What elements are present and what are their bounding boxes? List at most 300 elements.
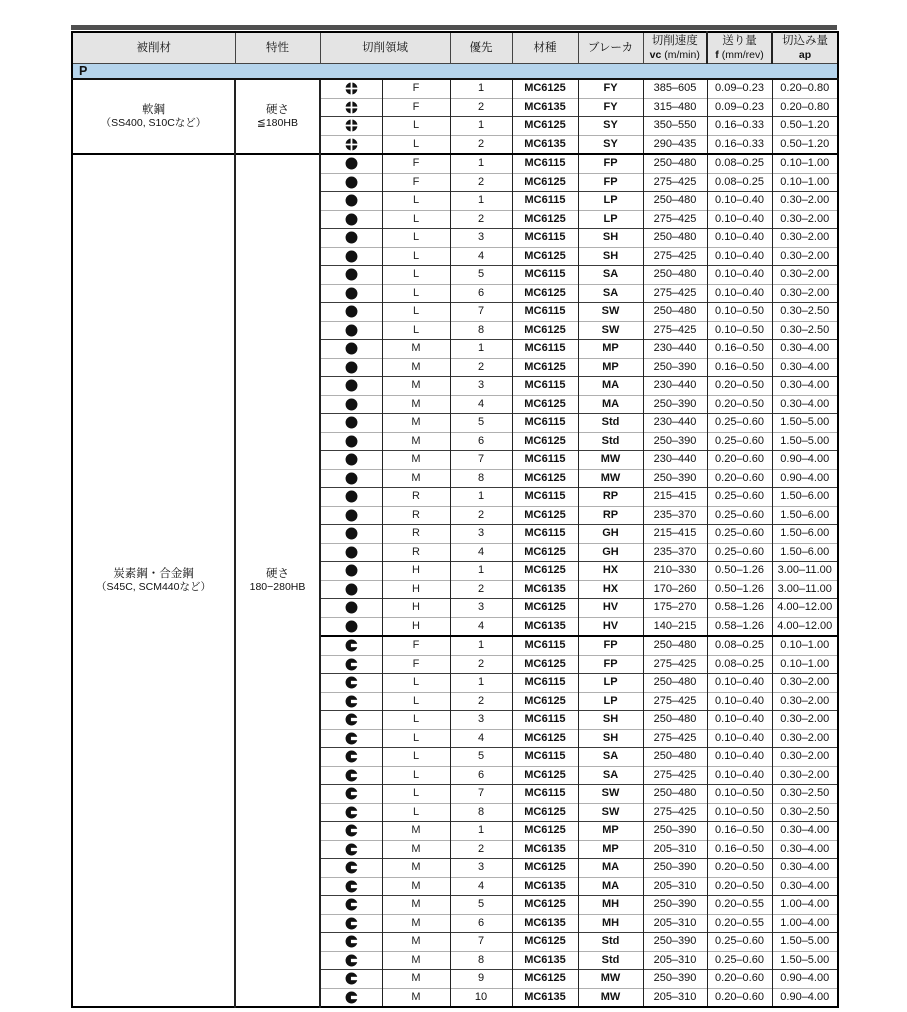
- cutting-region-letter-cell: L: [382, 803, 450, 822]
- cutting-region-letter-cell: M: [382, 451, 450, 470]
- solid-circle-icon: [345, 490, 358, 503]
- feed-cell: 0.10–0.40: [707, 729, 772, 748]
- depth-of-cut-cell: 0.30–2.00: [772, 674, 838, 693]
- depth-of-cut-cell: 0.30–4.00: [772, 877, 838, 896]
- depth-of-cut-cell: 0.30–2.00: [772, 229, 838, 248]
- grade-cell: MC6125: [512, 655, 578, 674]
- solid-circle-icon: [345, 509, 358, 522]
- depth-of-cut-cell: 1.50–6.00: [772, 488, 838, 507]
- breaker-cell: FP: [578, 636, 643, 655]
- breaker-cell: MW: [578, 970, 643, 989]
- cutting-speed-cell: 275–425: [643, 321, 707, 340]
- solid-circle-icon: [345, 546, 358, 559]
- breaker-cell: Std: [578, 933, 643, 952]
- cutting-region-icon-cell: [320, 488, 382, 507]
- grade-cell: MC6115: [512, 154, 578, 173]
- cutting-region-icon-cell: [320, 859, 382, 878]
- feed-cell: 0.16–0.50: [707, 822, 772, 841]
- depth-of-cut-cell: 0.30–4.00: [772, 377, 838, 396]
- feed-cell: 0.25–0.60: [707, 414, 772, 433]
- priority-cell: 2: [450, 692, 512, 711]
- notched-circle-icon: [345, 713, 358, 726]
- breaker-cell: MW: [578, 469, 643, 488]
- feed-cell: 0.10–0.50: [707, 303, 772, 322]
- feed-cell: 0.16–0.50: [707, 840, 772, 859]
- cutting-region-icon-cell: [320, 562, 382, 581]
- cutting-region-icon-cell: [320, 840, 382, 859]
- solid-circle-icon: [345, 250, 358, 263]
- priority-cell: 4: [450, 543, 512, 562]
- cutting-region-icon-cell: [320, 117, 382, 136]
- grade-cell: MC6135: [512, 135, 578, 154]
- priority-cell: 8: [450, 469, 512, 488]
- grade-cell: MC6125: [512, 822, 578, 841]
- grade-cell: MC6115: [512, 229, 578, 248]
- cutting-region-letter-cell: M: [382, 970, 450, 989]
- cutting-speed-cell: 275–425: [643, 284, 707, 303]
- cutting-region-icon-cell: [320, 729, 382, 748]
- depth-of-cut-cell: 0.90–4.00: [772, 970, 838, 989]
- feed-cell: 0.16–0.33: [707, 117, 772, 136]
- breaker-cell: MW: [578, 988, 643, 1007]
- feed-cell: 0.20–0.60: [707, 469, 772, 488]
- grade-cell: MC6125: [512, 432, 578, 451]
- cutting-speed-cell: 250–390: [643, 896, 707, 915]
- breaker-cell: HV: [578, 617, 643, 636]
- cutting-speed-cell: 250–390: [643, 432, 707, 451]
- grade-cell: MC6115: [512, 488, 578, 507]
- priority-cell: 3: [450, 859, 512, 878]
- cutting-speed-cell: 275–425: [643, 766, 707, 785]
- grade-cell: MC6125: [512, 933, 578, 952]
- breaker-cell: FY: [578, 98, 643, 117]
- breaker-cell: HX: [578, 580, 643, 599]
- grade-cell: MC6115: [512, 525, 578, 544]
- grade-cell: MC6125: [512, 506, 578, 525]
- grade-cell: MC6125: [512, 543, 578, 562]
- cutting-region-letter-cell: F: [382, 154, 450, 173]
- cutting-region-letter-cell: L: [382, 192, 450, 211]
- feed-cell: 0.08–0.25: [707, 636, 772, 655]
- breaker-cell: FP: [578, 173, 643, 192]
- priority-cell: 2: [450, 840, 512, 859]
- feed-cell: 0.10–0.50: [707, 785, 772, 804]
- cutting-region-letter-cell: L: [382, 303, 450, 322]
- cutting-region-letter-cell: L: [382, 766, 450, 785]
- notched-circle-icon: [345, 954, 358, 967]
- cutting-region-icon-cell: [320, 192, 382, 211]
- cutting-speed-cell: 275–425: [643, 247, 707, 266]
- feed-cell: 0.10–0.40: [707, 748, 772, 767]
- depth-of-cut-cell: 4.00–12.00: [772, 617, 838, 636]
- breaker-cell: MH: [578, 914, 643, 933]
- cutting-speed-unit: vc (m/min): [649, 48, 700, 61]
- cutting-region-icon-cell: [320, 451, 382, 470]
- work-material-cell: 炭素鋼・合金鋼 （S45C, SCM440など）: [72, 154, 235, 1007]
- cutting-region-icon-cell: [320, 580, 382, 599]
- depth-of-cut-cell: 1.00–4.00: [772, 914, 838, 933]
- cutting-speed-cell: 385–605: [643, 79, 707, 98]
- depth-of-cut-cell: 0.20–0.80: [772, 98, 838, 117]
- cutting-region-letter-cell: M: [382, 395, 450, 414]
- cutting-region-letter-cell: L: [382, 711, 450, 730]
- priority-cell: 8: [450, 321, 512, 340]
- cutting-region-icon-cell: [320, 377, 382, 396]
- cutting-speed-cell: 235–370: [643, 506, 707, 525]
- cutting-speed-cell: 315–480: [643, 98, 707, 117]
- solid-circle-icon: [345, 176, 358, 189]
- priority-cell: 1: [450, 192, 512, 211]
- cutting-region-letter-cell: M: [382, 914, 450, 933]
- grade-cell: MC6115: [512, 414, 578, 433]
- breaker-cell: SW: [578, 803, 643, 822]
- cutting-region-icon-cell: [320, 803, 382, 822]
- cutting-speed-cell: 230–440: [643, 377, 707, 396]
- priority-cell: 1: [450, 117, 512, 136]
- breaker-cell: HV: [578, 599, 643, 618]
- depth-of-cut-cell: 1.50–5.00: [772, 414, 838, 433]
- depth-of-cut-cell: 0.50–1.20: [772, 117, 838, 136]
- cutting-region-icon-cell: [320, 173, 382, 192]
- cutting-speed-cell: 215–415: [643, 488, 707, 507]
- depth-of-cut-cell: 0.30–2.00: [772, 192, 838, 211]
- cutting-region-letter-cell: L: [382, 229, 450, 248]
- cutting-region-icon-cell: [320, 210, 382, 229]
- grade-cell: MC6135: [512, 988, 578, 1007]
- priority-cell: 2: [450, 655, 512, 674]
- depth-of-cut-cell: 0.30–2.00: [772, 692, 838, 711]
- cutting-region-letter-cell: F: [382, 98, 450, 117]
- priority-cell: 4: [450, 395, 512, 414]
- cutting-region-icon-cell: [320, 748, 382, 767]
- breaker-cell: Std: [578, 414, 643, 433]
- grade-cell: MC6125: [512, 117, 578, 136]
- breaker-cell: MP: [578, 822, 643, 841]
- cutting-speed-label: 切削速度: [651, 35, 698, 48]
- feed-cell: 0.20–0.50: [707, 859, 772, 878]
- depth-of-cut-cell: 0.30–2.50: [772, 321, 838, 340]
- table-body: [72, 79, 838, 1007]
- feed-cell: 0.08–0.25: [707, 173, 772, 192]
- depth-of-cut-cell: 0.30–2.00: [772, 210, 838, 229]
- grade-cell: MC6125: [512, 803, 578, 822]
- cutting-speed-cell: 230–440: [643, 340, 707, 359]
- grade-cell: MC6125: [512, 469, 578, 488]
- notched-circle-icon: [345, 972, 358, 985]
- cutting-region-icon-cell: [320, 674, 382, 693]
- priority-cell: 4: [450, 877, 512, 896]
- feed-cell: 0.10–0.40: [707, 229, 772, 248]
- notched-circle-icon: [345, 917, 358, 930]
- depth-of-cut-cell: 0.30–2.00: [772, 247, 838, 266]
- priority-cell: 6: [450, 914, 512, 933]
- priority-cell: 1: [450, 340, 512, 359]
- depth-of-cut-cell: 0.10–1.00: [772, 655, 838, 674]
- col-header-property: 特性: [235, 32, 320, 64]
- feed-cell: 0.10–0.40: [707, 711, 772, 730]
- iso-p-band-row: [72, 64, 838, 80]
- priority-cell: 2: [450, 580, 512, 599]
- breaker-cell: SW: [578, 303, 643, 322]
- grade-cell: MC6115: [512, 674, 578, 693]
- grade-cell: MC6125: [512, 79, 578, 98]
- grade-cell: MC6125: [512, 692, 578, 711]
- depth-of-cut-cell: 1.50–5.00: [772, 951, 838, 970]
- grade-cell: MC6135: [512, 98, 578, 117]
- cutting-region-icon-cell: [320, 692, 382, 711]
- depth-of-cut-cell: 0.30–2.00: [772, 748, 838, 767]
- priority-cell: 3: [450, 599, 512, 618]
- priority-cell: 7: [450, 785, 512, 804]
- cutting-region-icon-cell: [320, 432, 382, 451]
- cutting-speed-cell: 205–310: [643, 914, 707, 933]
- cutting-region-icon-cell: [320, 766, 382, 785]
- grade-cell: MC6115: [512, 266, 578, 285]
- solid-circle-icon: [345, 287, 358, 300]
- notched-circle-icon: [345, 806, 358, 819]
- cutting-region-icon-cell: [320, 284, 382, 303]
- breaker-cell: LP: [578, 692, 643, 711]
- cutting-speed-cell: 350–550: [643, 117, 707, 136]
- cutting-speed-cell: 230–440: [643, 414, 707, 433]
- grade-cell: MC6135: [512, 840, 578, 859]
- solid-circle-icon: [345, 342, 358, 355]
- cutting-speed-cell: 250–390: [643, 970, 707, 989]
- cutting-speed-cell: 250–480: [643, 748, 707, 767]
- priority-cell: 2: [450, 506, 512, 525]
- depth-of-cut-cell: 0.30–4.00: [772, 395, 838, 414]
- cutting-conditions-table: [71, 31, 839, 1008]
- feed-cell: 0.58–1.26: [707, 617, 772, 636]
- cutting-speed-cell: 250–390: [643, 822, 707, 841]
- grade-cell: MC6125: [512, 562, 578, 581]
- grade-cell: MC6125: [512, 599, 578, 618]
- cutting-region-icon-cell: [320, 636, 382, 655]
- feed-cell: 0.10–0.50: [707, 321, 772, 340]
- solid-circle-icon: [345, 305, 358, 318]
- feed-cell: 0.09–0.23: [707, 79, 772, 98]
- grade-cell: MC6125: [512, 284, 578, 303]
- cutting-region-letter-cell: M: [382, 896, 450, 915]
- feed-cell: 0.25–0.60: [707, 506, 772, 525]
- priority-cell: 2: [450, 358, 512, 377]
- grade-cell: MC6115: [512, 340, 578, 359]
- depth-of-cut-cell: 3.00–11.00: [772, 562, 838, 581]
- feed-cell: 0.10–0.40: [707, 266, 772, 285]
- depth-of-cut-cell: 0.90–4.00: [772, 988, 838, 1007]
- grade-cell: MC6125: [512, 321, 578, 340]
- priority-cell: 2: [450, 135, 512, 154]
- cutting-region-letter-cell: F: [382, 636, 450, 655]
- depth-of-cut-cell: 0.30–2.00: [772, 711, 838, 730]
- work-material-cell: 軟鋼 （SS400, S10Cなど）: [72, 79, 235, 154]
- cutting-region-icon-cell: [320, 79, 382, 98]
- priority-cell: 9: [450, 970, 512, 989]
- cutting-region-letter-cell: R: [382, 506, 450, 525]
- depth-of-cut-cell: 0.30–2.50: [772, 785, 838, 804]
- depth-of-cut-cell: 0.30–4.00: [772, 340, 838, 359]
- depth-of-cut-unit: ap: [798, 48, 812, 61]
- feed-cell: 0.10–0.50: [707, 803, 772, 822]
- feed-cell: 0.20–0.55: [707, 914, 772, 933]
- priority-cell: 1: [450, 79, 512, 98]
- cutting-speed-cell: 175–270: [643, 599, 707, 618]
- cutting-region-icon-cell: [320, 970, 382, 989]
- priority-cell: 3: [450, 711, 512, 730]
- feed-cell: 0.25–0.60: [707, 951, 772, 970]
- feed-cell: 0.10–0.40: [707, 692, 772, 711]
- cutting-region-icon-cell: [320, 229, 382, 248]
- priority-cell: 10: [450, 988, 512, 1007]
- cutting-region-letter-cell: M: [382, 358, 450, 377]
- cutting-region-icon-cell: [320, 303, 382, 322]
- cutting-region-icon-cell: [320, 896, 382, 915]
- solid-circle-icon: [345, 620, 358, 633]
- breaker-cell: SH: [578, 711, 643, 730]
- feed-cell: 0.50–1.26: [707, 562, 772, 581]
- priority-cell: 1: [450, 488, 512, 507]
- cutting-speed-cell: 250–480: [643, 636, 707, 655]
- cutting-region-letter-cell: L: [382, 117, 450, 136]
- depth-of-cut-cell: 1.50–5.00: [772, 933, 838, 952]
- cutting-speed-cell: 250–480: [643, 192, 707, 211]
- cutting-speed-cell: 230–440: [643, 451, 707, 470]
- priority-cell: 3: [450, 525, 512, 544]
- cutting-region-icon-cell: [320, 135, 382, 154]
- cutting-region-icon-cell: [320, 340, 382, 359]
- cutting-speed-cell: 205–310: [643, 951, 707, 970]
- cutting-region-icon-cell: [320, 469, 382, 488]
- breaker-cell: MP: [578, 358, 643, 377]
- iso-p-band-label: P: [72, 64, 838, 80]
- priority-cell: 6: [450, 284, 512, 303]
- cutting-region-letter-cell: F: [382, 173, 450, 192]
- grade-cell: MC6135: [512, 580, 578, 599]
- cutting-speed-cell: 250–480: [643, 303, 707, 322]
- cutting-speed-cell: 215–415: [643, 525, 707, 544]
- breaker-cell: SA: [578, 748, 643, 767]
- cutting-region-icon-cell: [320, 822, 382, 841]
- cutting-region-letter-cell: L: [382, 284, 450, 303]
- feed-cell: 0.16–0.50: [707, 358, 772, 377]
- notched-circle-icon: [345, 880, 358, 893]
- cutting-region-icon-cell: [320, 877, 382, 896]
- feed-cell: 0.20–0.55: [707, 896, 772, 915]
- solid-circle-icon: [345, 194, 358, 207]
- cutting-speed-cell: 205–310: [643, 877, 707, 896]
- priority-cell: 4: [450, 247, 512, 266]
- cutting-speed-cell: 275–425: [643, 655, 707, 674]
- breaker-cell: SH: [578, 247, 643, 266]
- cutting-region-letter-cell: H: [382, 599, 450, 618]
- priority-cell: 1: [450, 674, 512, 693]
- breaker-cell: GH: [578, 543, 643, 562]
- cutting-region-letter-cell: L: [382, 674, 450, 693]
- quad-segmented-circle-icon: [345, 138, 358, 151]
- depth-of-cut-cell: 0.30–2.50: [772, 303, 838, 322]
- depth-of-cut-cell: 4.00–12.00: [772, 599, 838, 618]
- cutting-region-letter-cell: H: [382, 617, 450, 636]
- cutting-speed-cell: 140–215: [643, 617, 707, 636]
- grade-cell: MC6115: [512, 711, 578, 730]
- cutting-speed-cell: 205–310: [643, 840, 707, 859]
- cutting-speed-cell: 290–435: [643, 135, 707, 154]
- solid-circle-icon: [345, 398, 358, 411]
- cutting-region-letter-cell: L: [382, 692, 450, 711]
- grade-cell: MC6115: [512, 303, 578, 322]
- quad-segmented-circle-icon: [345, 119, 358, 132]
- breaker-cell: SA: [578, 266, 643, 285]
- priority-cell: 5: [450, 266, 512, 285]
- col-header-breaker: ブレーカ: [578, 32, 643, 64]
- breaker-cell: HX: [578, 562, 643, 581]
- depth-of-cut-cell: 1.50–6.00: [772, 506, 838, 525]
- cutting-region-letter-cell: M: [382, 877, 450, 896]
- solid-circle-icon: [345, 601, 358, 614]
- col-header-feed: [707, 32, 772, 64]
- cutting-region-icon-cell: [320, 711, 382, 730]
- breaker-cell: SY: [578, 135, 643, 154]
- grade-cell: MC6125: [512, 859, 578, 878]
- cutting-speed-cell: 250–390: [643, 859, 707, 878]
- cutting-region-icon-cell: [320, 951, 382, 970]
- grade-cell: MC6135: [512, 617, 578, 636]
- feed-unit: f (mm/rev): [715, 48, 764, 61]
- grade-cell: MC6125: [512, 896, 578, 915]
- cutting-region-letter-cell: M: [382, 933, 450, 952]
- breaker-cell: MW: [578, 451, 643, 470]
- breaker-cell: LP: [578, 210, 643, 229]
- depth-of-cut-cell: 0.30–2.00: [772, 284, 838, 303]
- feed-cell: 0.20–0.60: [707, 970, 772, 989]
- notched-circle-icon: [345, 843, 358, 856]
- breaker-cell: Std: [578, 951, 643, 970]
- cutting-speed-cell: 250–480: [643, 674, 707, 693]
- cutting-region-icon-cell: [320, 914, 382, 933]
- cutting-region-letter-cell: L: [382, 247, 450, 266]
- solid-circle-icon: [345, 453, 358, 466]
- cutting-speed-cell: 250–480: [643, 154, 707, 173]
- feed-cell: 0.08–0.25: [707, 154, 772, 173]
- priority-cell: 2: [450, 98, 512, 117]
- cutting-region-icon-cell: [320, 933, 382, 952]
- depth-of-cut-cell: 0.30–2.00: [772, 729, 838, 748]
- col-header-work-material: 被削材: [72, 32, 235, 64]
- depth-of-cut-cell: 0.20–0.80: [772, 79, 838, 98]
- breaker-cell: GH: [578, 525, 643, 544]
- quad-segmented-circle-icon: [345, 101, 358, 114]
- breaker-cell: Std: [578, 432, 643, 451]
- cutting-speed-cell: 250–480: [643, 785, 707, 804]
- quad-segmented-circle-icon: [345, 82, 358, 95]
- cutting-region-icon-cell: [320, 98, 382, 117]
- solid-circle-icon: [345, 231, 358, 244]
- breaker-cell: MA: [578, 395, 643, 414]
- priority-cell: 6: [450, 432, 512, 451]
- cutting-speed-cell: 205–310: [643, 988, 707, 1007]
- grade-cell: MC6125: [512, 247, 578, 266]
- cutting-region-letter-cell: M: [382, 859, 450, 878]
- cutting-region-letter-cell: L: [382, 321, 450, 340]
- breaker-cell: SA: [578, 766, 643, 785]
- cutting-speed-cell: 210–330: [643, 562, 707, 581]
- priority-cell: 6: [450, 766, 512, 785]
- property-cell: 硬さ ≦180HB: [235, 79, 320, 154]
- notched-circle-icon: [345, 861, 358, 874]
- cutting-region-letter-cell: M: [382, 340, 450, 359]
- depth-of-cut-cell: 0.50–1.20: [772, 135, 838, 154]
- notched-circle-icon: [345, 787, 358, 800]
